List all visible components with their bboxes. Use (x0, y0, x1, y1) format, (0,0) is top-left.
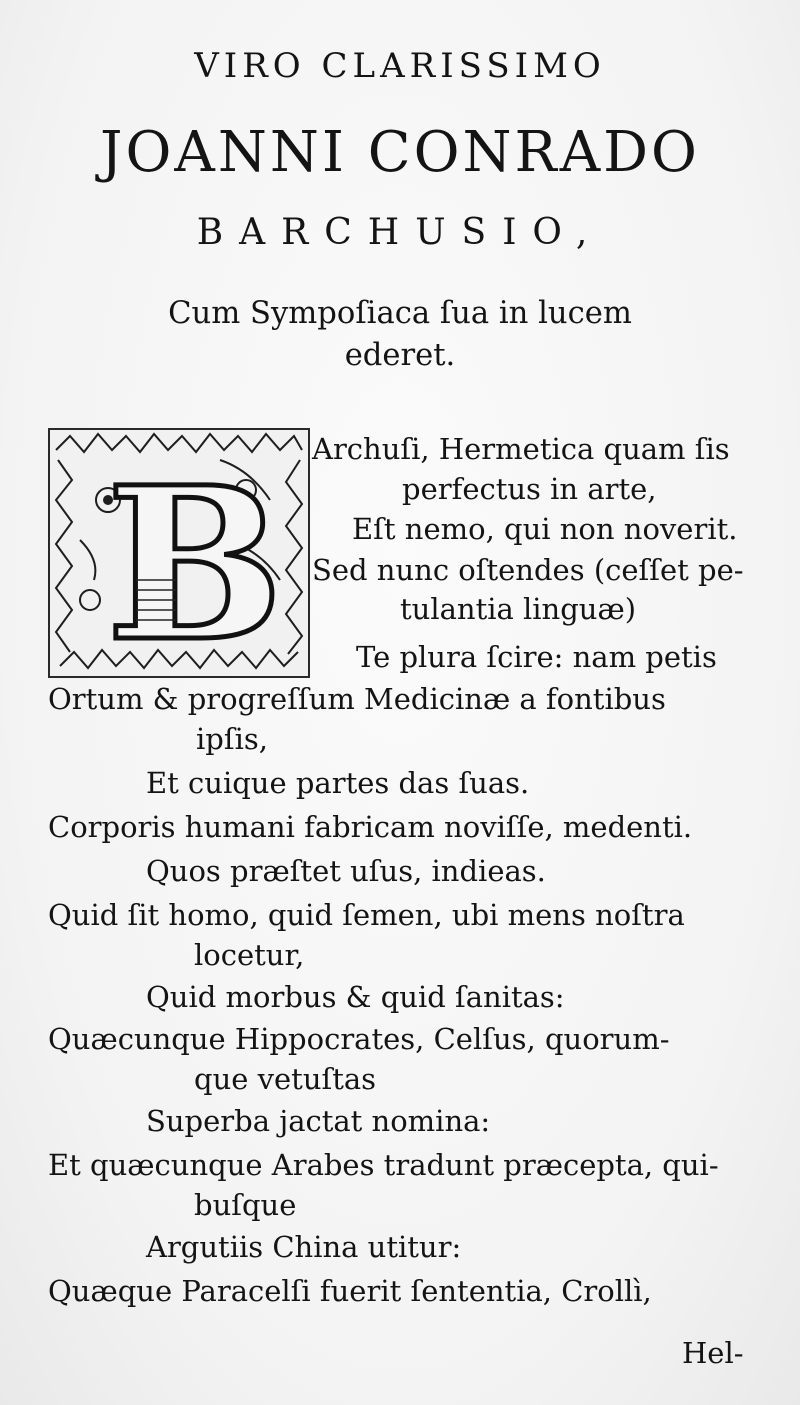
poem-line-3: Eſt nemo, qui non noverit. (352, 512, 738, 546)
dedication-surname: BARCHUSIO, (196, 212, 604, 253)
poem-line-18: Et quæcunque Arabes tradunt præcepta, qui- (48, 1148, 719, 1182)
poem-line-19: buſque (194, 1188, 297, 1222)
poem-line-12: Quid ſit homo, quid ſemen, ubi mens noſtra (48, 898, 685, 932)
poem-line-11: Quos præſtet uſus, indieas. (146, 854, 546, 888)
subtitle-line-1: Cum Sympoſiaca ſua in lucem (168, 296, 632, 331)
dedication-name: JOANNI CONRADO (100, 120, 700, 185)
poem-line-13: locetur, (194, 938, 305, 972)
poem-line-20: Argutiis China utitur: (146, 1230, 462, 1264)
poem-line-15: Quæcunque Hippocrates, Celſus, quorum- (48, 1022, 670, 1056)
poem-line-8: ipſis, (196, 722, 268, 756)
poem-line-21: Quæque Paracelſi fuerit ſententia, Crollì, (48, 1274, 652, 1308)
poem-line-14: Quid morbus & quid ſanitas: (146, 980, 565, 1014)
poem-line-5: tulantia linguæ) (400, 592, 637, 626)
poem-line-9: Et cuique partes das ſuas. (146, 766, 530, 800)
poem-line-17: Superba jactat nomina: (146, 1104, 491, 1138)
decorated-initial-b (48, 428, 310, 678)
catchword: Hel- (682, 1336, 744, 1370)
poem-line-10: Corporis humani fabricam noviſſe, medenti. (48, 810, 693, 844)
subtitle-line-2: ederet. (344, 338, 456, 373)
poem-line-6: Te plura ſcire: nam petis (356, 640, 717, 674)
poem-line-4: Sed nunc oſtendes (ceſſet pe- (312, 553, 744, 587)
poem-line-1: Archuſi, Hermetica quam ſis (312, 432, 730, 466)
floral-initial-icon (50, 430, 308, 676)
poem-line-16: que vetuſtas (194, 1062, 377, 1096)
poem-line-7: Ortum & progreſſum Medicinæ a fontibus (48, 682, 666, 716)
dedication-line-1: VIRO CLARISSIMO (194, 46, 606, 86)
poem-line-2: perfectus in arte, (402, 472, 657, 506)
svg-text:B: B (106, 441, 284, 676)
